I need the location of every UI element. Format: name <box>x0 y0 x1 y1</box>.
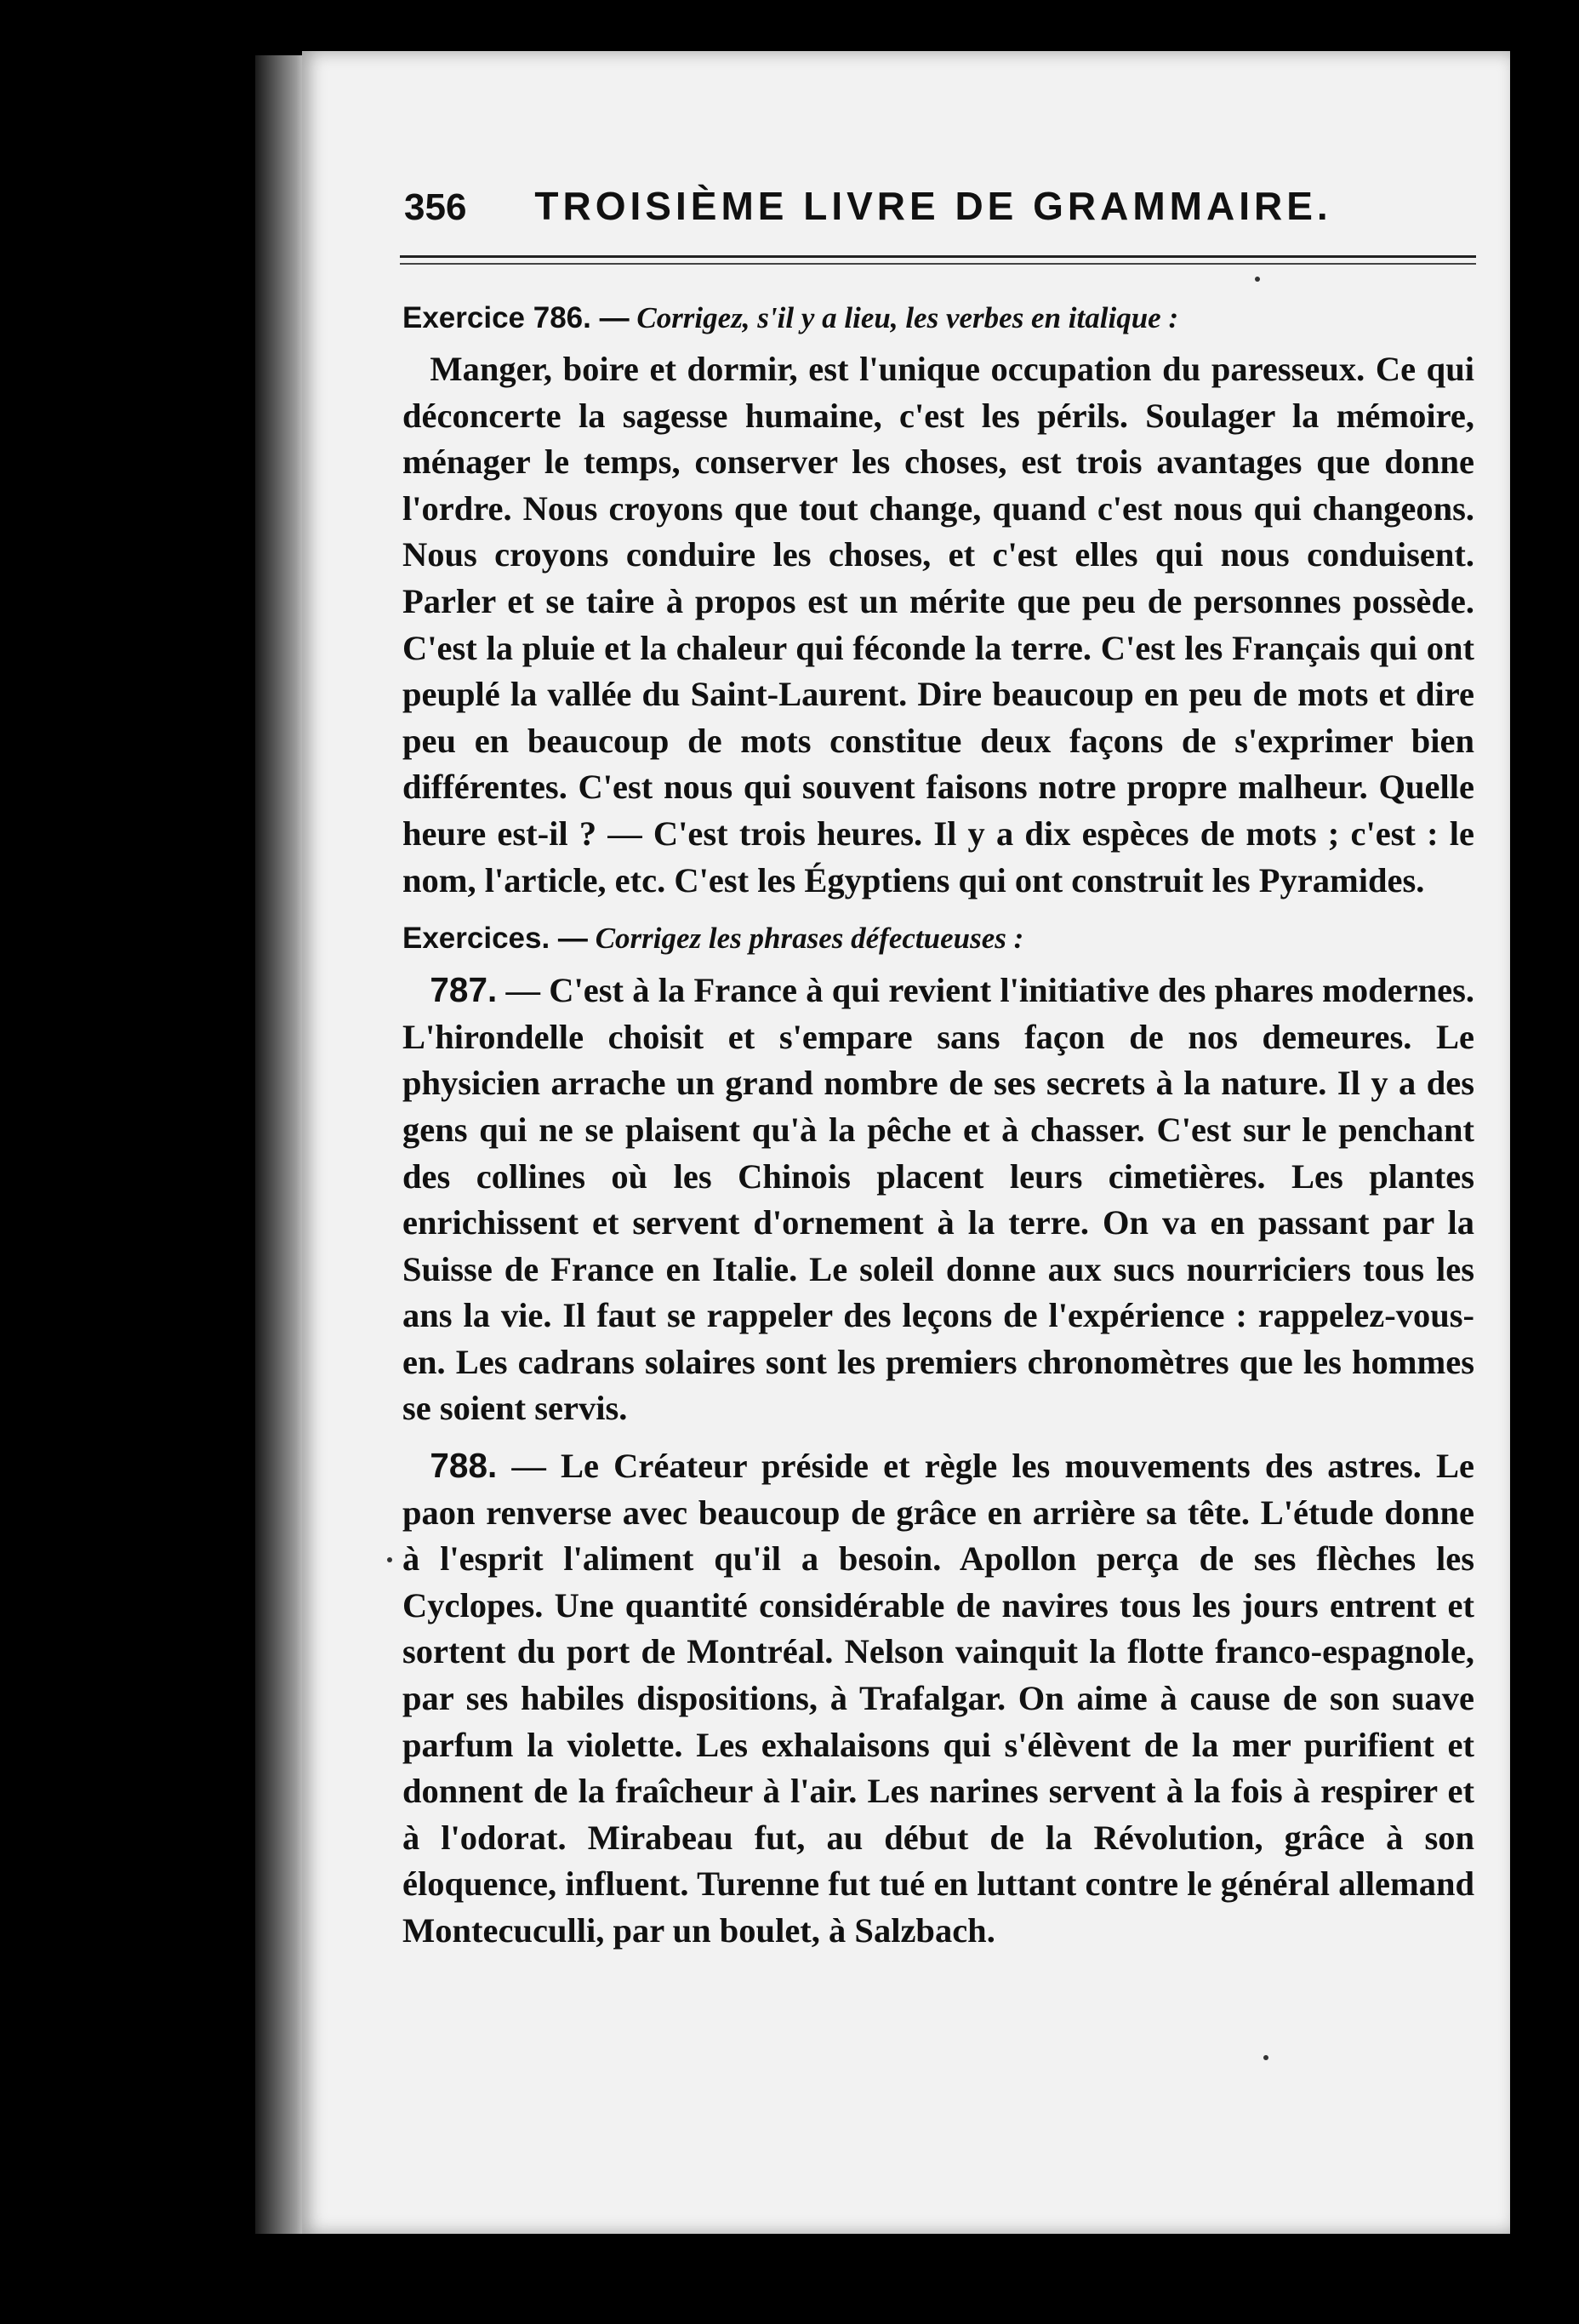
exercise-788-number: 788. <box>430 1446 498 1486</box>
exercise-786-body: Manger, boire et dormir, est l'unique occupation du paresseux. Ce qui déconcerte la sagesse humaine, c'est les périls. Soulager la mémoire, ménager le temps, conserver les choses, est trois avantages que donne l'ordre. Nous croyons que tout change, quand c'est nous qui changeons. Nous croyons conduire les choses, et c'est elles qui nous conduisent. Parler et se taire à propos est un mérite que peu de personnes possède. C'est la pluie et la chaleur qui féconde la terre. C'est les Français qui ont peuplé la vallée du Saint-Laurent. Dire beaucoup en peu de mots et dire peu en beaucoup de mots constitue deux façons de s'exprimer bien différentes. C'est nous qui souvent faisons notre propre malheur. Quelle heure est-il ? — C'est trois heures. Il y a dix espèces de mots ; c'est : le nom, l'article, etc. C'est les Égyptiens qui ont construit les Pyramides. <box>402 350 1474 899</box>
exercises-instruction: Corrigez les phrases défectueuses : <box>595 922 1024 956</box>
page-number: 356 <box>404 186 467 228</box>
exercise-787 <box>402 967 1474 1432</box>
exercise-786-heading <box>402 294 1474 343</box>
print-speck <box>1255 277 1260 282</box>
running-title: TROISIÈME LIVRE DE GRAMMAIRE. <box>534 184 1332 228</box>
header-rule <box>400 255 1476 265</box>
exercise-786-label: Exercice 786. — <box>402 301 630 334</box>
exercise-787-body: — C'est à la France à qui revient l'initiative des phares modernes. L'hirondelle choisit et s'empare sans façon de nos demeures. Le physicien arrache un grand nombre de ses secrets à la nature. Il y a des gens qui ne se plaisent qu'à la pêche et à chasser. C'est sur le penchant des collines où les Chinois placent leurs cimetières. Les plantes enrichissent et servent d'ornement à la terre. On va en passant par la Suisse de France en Italie. Le soleil donne aux sucs nourriciers tous les ans la vie. Il faut se rappeler des leçons de l'expérience : rappelez-vous-en. Les cadrans solaires sont les premiers chronomètres que les hommes se soient servis. <box>402 971 1475 1428</box>
book-binding-shadow <box>255 55 306 2234</box>
page-text <box>402 294 1474 1955</box>
exercises-label: Exercices. — <box>402 922 588 956</box>
exercise-788 <box>402 1442 1474 1955</box>
exercise-788-body: — Le Créateur préside et règle les mouvements des astres. Le paon renverse avec beaucoup de grâce en arrière sa tête. L'étude donne à l'esprit l'aliment qu'il a besoin. Apollon perça de ses flèches les Cyclopes. Une quantité considérable de navires tous les jours entrent et sortent du port de Montréal. Nelson vainquit la flotte franco-espagnole, par ses habiles dispositions, à Trafalgar. On aime à cause de son suave parfum la violette. Les exhalaisons qui s'élèvent de la mer purifient et donnent de la fraîcheur à l'air. Les narines servent à la fois à respirer et à l'odorat. Mirabeau fut, au début de la Révolution, grâce à son éloquence, influent. Turenne fut tué en luttant contre le général allemand Montecuculli, par un boulet, à Salzbach. <box>402 1447 1474 1950</box>
exercise-787-number: 787. <box>430 970 498 1010</box>
page-header <box>404 183 1468 229</box>
exercises-heading <box>402 914 1474 963</box>
print-speck <box>387 1557 392 1562</box>
book-page <box>302 51 1510 2234</box>
print-speck <box>1263 2055 1268 2060</box>
exercise-786-instruction: Corrigez, s'il y a lieu, les verbes en italique : <box>636 301 1179 334</box>
